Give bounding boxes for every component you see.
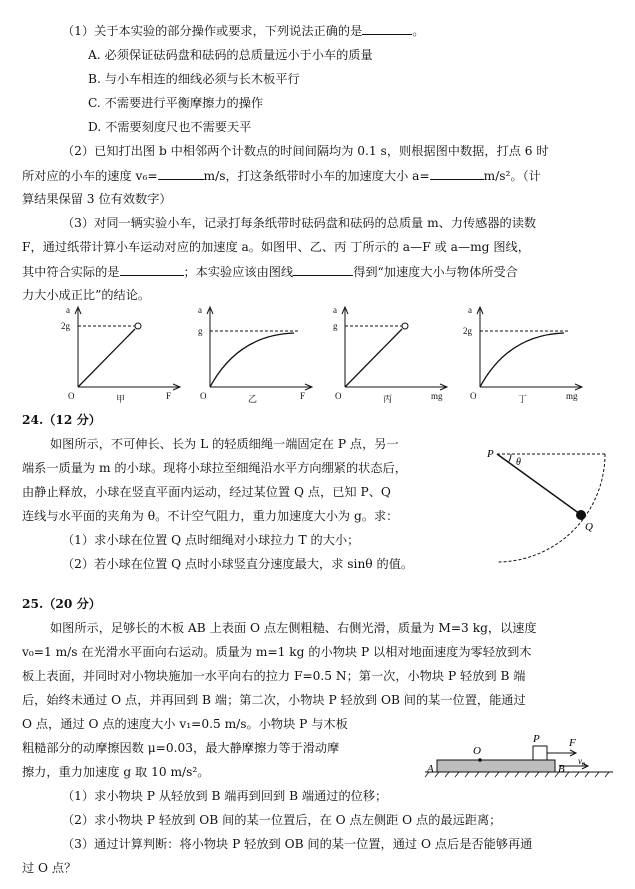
q23-p1-end: 。 xyxy=(412,24,425,38)
label-f: F xyxy=(569,737,576,749)
q24-header: 24.（12 分） xyxy=(22,413,101,427)
q24-line1: 如图所示，不可伸长、长为 L 的轻质细绳一端固定在 P 点，另一 xyxy=(50,437,399,451)
graph-ding-xlabel: mg xyxy=(566,391,578,401)
label-q: Q xyxy=(585,521,593,533)
graph-yi-ylabel: a xyxy=(198,305,202,315)
q25-line2: v₀=1 m/s 在光滑水平面向右运动。质量为 m=1 kg 的小物块 P 以相对地面速度为零轻放到木 xyxy=(22,645,532,659)
q24-sub2: （2）若小球在位置 Q 点时小球竖直分速度最大，求 sinθ 的值。 xyxy=(62,557,414,571)
q25-line7: 擦力，重力加速度 g 取 10 m/s²。 xyxy=(22,765,210,779)
answer-blank-fit[interactable] xyxy=(120,263,184,276)
label-p: P xyxy=(487,448,494,460)
q25-line4: 后，始终未通过 O 点，并再回到 B 端；第二次，小物块 P 轻放到 OB 间的某一位置，能通过 xyxy=(22,693,526,707)
q23-p3-line3 xyxy=(22,263,518,280)
q25-sub2: （2）求小物块 P 轻放到 OB 间的某一位置后，在 O 点左侧距 O 点的最远距离； xyxy=(62,813,502,827)
label-o: O xyxy=(473,745,481,757)
answer-blank-v6[interactable] xyxy=(158,167,204,180)
q25-line1: 如图所示，足够长的木板 AB 上表面 O 点左侧粗糙、右侧光滑，质量为 M=3 kg，以速度 xyxy=(50,621,537,635)
q23-p2-line3: 算结果保留 3 位有效数字） xyxy=(22,192,172,206)
label-v0: v₀ xyxy=(578,756,586,766)
graph-bing-caption: 丙 xyxy=(383,394,393,404)
q23-p2-l2b: m/s，打这条纸带时小车的加速度大小 a= xyxy=(203,169,430,183)
q24-line2: 端系一质量为 m 的小球。现将小球拉至细绳沿水平方向绷紧的状态后， xyxy=(22,461,407,475)
answer-blank[interactable] xyxy=(362,22,412,35)
graph-ding xyxy=(460,305,590,405)
graph-bing-xlabel: mg xyxy=(431,391,443,401)
q23-p2-l2a: 所对应的小车的速度 v₆= xyxy=(22,169,158,183)
graph-bing xyxy=(325,305,455,405)
q23-option-c: C. 不需要进行平衡摩擦力的操作 xyxy=(88,96,264,110)
q23-p2-line1: （2）已知打出图 b 中相邻两个计数点的时间间隔均为 0.1 s，则根据图中数据，打点 6 时 xyxy=(62,144,549,158)
graph-yi xyxy=(190,305,320,405)
label-theta: θ xyxy=(516,457,521,468)
q23-p1-stem xyxy=(62,22,424,39)
graph-yi-tick: g xyxy=(198,326,203,336)
q25-sub3: （3）通过计算判断：将小物块 P 轻放到 OB 间的某一位置，通过 O 点后是否能够再通 xyxy=(62,837,533,851)
graph-jia-origin: O xyxy=(68,391,75,401)
graph-ding-tick: 2g xyxy=(463,326,472,336)
answer-blank-graph[interactable] xyxy=(293,263,353,276)
board-figure xyxy=(415,728,615,778)
q24-line4: 连线与水平面的夹角为 θ。不计空气阻力，重力加速度大小为 g。求： xyxy=(22,509,399,523)
q23-p1-stem-text: （1）关于本实验的部分操作或要求，下列说法正确的是 xyxy=(62,24,363,38)
q23-p3-line4: 力大小成正比”的结论。 xyxy=(22,288,151,302)
pendulum-figure xyxy=(485,442,610,572)
q24-line3: 由静止释放，小球在竖直平面内运动，经过某位置 Q 点，已知 P、Q xyxy=(22,485,391,499)
q23-option-a: A. 必须保证砝码盘和砝码的总质量远小于小车的质量 xyxy=(88,48,373,62)
q25-line-end: 过 O 点？ xyxy=(22,861,77,875)
graph-jia-ylabel: a xyxy=(66,305,70,315)
graph-jia-tick: 2g xyxy=(61,321,70,331)
graph-ding-origin: O xyxy=(470,391,477,401)
label-p-block: P xyxy=(533,733,540,745)
graph-ding-caption: 丁 xyxy=(518,394,528,404)
graph-yi-caption: 乙 xyxy=(248,394,258,404)
graph-yi-xlabel: F xyxy=(300,391,306,401)
graph-yi-origin: O xyxy=(200,391,207,401)
q25-line5: O 点，通过 O 点的速度大小 v₁=0.5 m/s。小物块 P 与木板 xyxy=(22,717,348,731)
q25-sub1: （1）求小物块 P 从轻放到 B 端再到回到 B 端通过的位移； xyxy=(62,789,388,803)
graph-jia-xlabel: F xyxy=(166,391,172,401)
q25-line3: 板上表面，并同时对小物块施加一水平向右的拉力 F=0.5 N；第一次，小物块 P 轻放到 B 端 xyxy=(22,669,526,683)
q23-p3-line1: （3）对同一辆实验小车，记录打每条纸带时砝码盘和砝码的总质量 m、力传感器的读数 xyxy=(62,216,537,230)
q23-p3-line2: F，通过纸带计算小车运动对应的加速度 a。如图甲、乙、丙 丁所示的 a—F 或 a—mg 图线， xyxy=(22,240,530,254)
q25-line6: 粗糙部分的动摩擦因数 μ=0.03，最大静摩擦力等于滑动摩 xyxy=(22,741,340,755)
q25-header: 25.（20 分） xyxy=(22,597,101,611)
label-a: A xyxy=(427,763,434,775)
graph-jia xyxy=(58,305,188,405)
graph-bing-ylabel: a xyxy=(333,305,337,315)
q23-p3-l3c: 得到“加速度大小与物体所受合 xyxy=(353,265,518,279)
q23-option-d: D. 不需要刻度尺也不需要天平 xyxy=(88,120,252,134)
graph-bing-origin: O xyxy=(335,391,342,401)
q23-option-b: B. 与小车相连的细线必须与长木板平行 xyxy=(88,72,300,86)
q23-p3-l3b: ；本实验应该由图线 xyxy=(183,265,294,279)
answer-blank-a[interactable] xyxy=(430,167,484,180)
graph-ding-ylabel: a xyxy=(468,305,472,315)
q23-p2-line2 xyxy=(22,167,541,184)
graph-jia-caption: 甲 xyxy=(116,394,126,404)
q23-p2-l2c: m/s²。（计 xyxy=(483,169,541,183)
graph-bing-tick: g xyxy=(333,321,338,331)
q23-p3-l3a: 其中符合实际的是 xyxy=(22,265,120,279)
label-b: B xyxy=(558,763,565,775)
q24-sub1: （1）求小球在位置 Q 点时细绳对小球拉力 T 的大小； xyxy=(62,533,360,547)
